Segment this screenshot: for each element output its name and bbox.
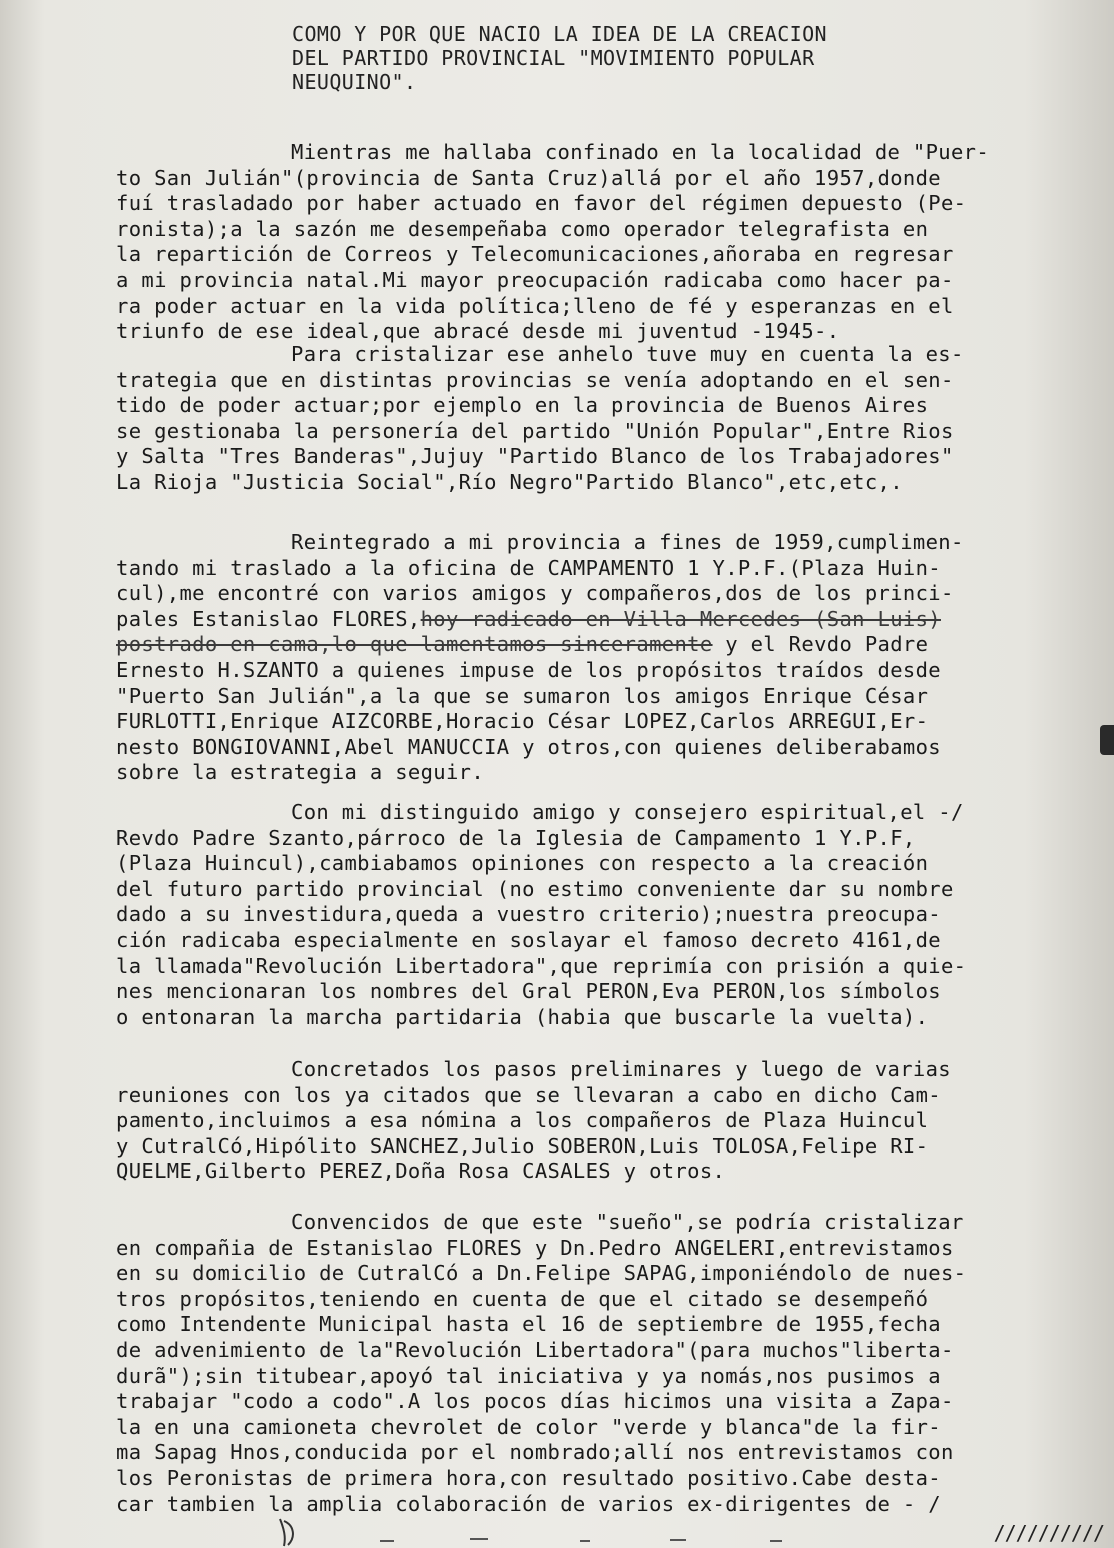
text-line: Para cristalizar ese anhelo tuve muy en cuenta la es- — [291, 342, 964, 366]
text-line-with-strikeout — [116, 607, 1091, 633]
text-line: como Intendente Municipal hasta el 16 de septiembre de 1955,fecha — [116, 1312, 941, 1337]
text-line: cul),me encontré con varios amigos y compañeros,dos de los princi- — [116, 581, 954, 606]
text-line: dado a su investidura,queda a vuestro criterio);nuestra preocupa- — [116, 902, 941, 927]
text-line: los Peronistas de primera hora,con resultado positivo.Cabe desta- — [116, 1465, 941, 1490]
text-line: ma Sapag Hnos,conducida por el nombrado;allí nos entrevistamos con — [116, 1440, 954, 1465]
text-line: Mientras me hallaba confinado en la localidad de "Puer- — [291, 140, 990, 164]
text-line: La Rioja "Justicia Social",Río Negro"Partido Blanco",etc,etc,. — [116, 469, 903, 494]
text-line: nesto BONGIOVANNI,Abel MANUCCIA y otros,con quienes deliberabamos — [116, 734, 941, 759]
text-line: Con mi distinguido amigo y consejero espiritual,el -/ — [291, 800, 964, 824]
text-line: Ernesto H.SZANTO a quienes impuse de los propósitos traídos desde — [116, 657, 941, 682]
text-line: de advenimiento de la"Revolución Libertadora"(para muchos"liberta- — [116, 1337, 954, 1362]
paragraph-confinement — [116, 140, 1091, 345]
paragraph-szanto — [116, 800, 1091, 1030]
text-line: durã");sin titubear,apoyó tal iniciativa y ya nomás,nos pusimos a — [116, 1363, 941, 1388]
page-bottom-marks — [250, 1515, 1114, 1548]
text-line: Concretados los pasos preliminares y luego de varias — [291, 1057, 951, 1081]
text-line: car tambien la amplia colaboración de varios ex-dirigentes de - / — [116, 1491, 941, 1516]
title-line: DEL PARTIDO PROVINCIAL "MOVIMIENTO POPULAR — [292, 46, 815, 70]
text-line: la repartición de Correos y Telecomunicaciones,añoraba en regresar — [116, 242, 954, 267]
text-line: (Plaza Huincul),cambiabamos opiniones con respecto a la creación — [116, 851, 929, 876]
text-line: fuí trasladado por haber actuado en favor del régimen depuesto (Pe- — [116, 191, 967, 216]
text-line: to San Julián"(provincia de Santa Cruz)allá por el año 1957,donde — [116, 165, 941, 190]
continuation-slashes: ////////// — [993, 1521, 1104, 1545]
text-line: o entonaran la marcha partidaria (habia que buscarle la vuelta). — [116, 1004, 929, 1029]
title-line: COMO Y POR QUE NACIO LA IDEA DE LA CREACION — [292, 22, 827, 46]
title-line: NEUQUINO". — [292, 70, 417, 94]
text-line: ra poder actuar en la vida política;lleno de fé y esperanzas en el — [116, 293, 954, 318]
text-line: triunfo de ese ideal,que abracé desde mi juventud -1945-. — [116, 319, 840, 344]
page-edge-tab — [1100, 725, 1114, 755]
struck-text: hoy radicado en Villa Mercedes (San Luis) — [420, 606, 941, 631]
text-line: la en una camioneta chevrolet de color "verde y blanca"de la fir- — [116, 1414, 941, 1439]
text-line: en compañia de Estanislao FLORES y Dn.Pedro ANGELERI,entrevistamos — [116, 1235, 954, 1260]
text-line: Revdo Padre Szanto,párroco de la Iglesia de Campamento 1 Y.P.F, — [116, 825, 916, 850]
paragraph-sapag — [116, 1210, 1091, 1517]
text-line: trategia que en distintas provincias se venía adoptando en el sen- — [116, 367, 954, 392]
text-line: trabajar "codo a codo".A los pocos días hicimos una visita a Zapa- — [116, 1389, 954, 1414]
text-line: a mi provincia natal.Mi mayor preocupación radicaba como hacer pa- — [116, 267, 954, 292]
paragraph-meetings — [116, 1057, 1091, 1185]
text-line: tando mi traslado a la oficina de CAMPAMENTO 1 Y.P.F.(Plaza Huin- — [116, 555, 941, 580]
text-line: Reintegrado a mi provincia a fines de 1959,cumplimen- — [291, 530, 964, 554]
text-line: en su domicilio de CutralCó a Dn.Felipe SAPAG,imponiéndolo de nues- — [116, 1261, 967, 1286]
text-line: ronista);a la sazón me desempeñaba como operador telegrafista en — [116, 216, 929, 241]
handwritten-stroke — [250, 1515, 890, 1548]
document-title — [292, 22, 1012, 94]
text-line: ción radicaba especialmente en soslayar el famoso decreto 4161,de — [116, 927, 941, 952]
text-segment: y el Revdo Padre — [712, 632, 929, 657]
text-line: se gestionaba la personería del partido "Unión Popular",Entre Rios — [116, 418, 954, 443]
text-line: y CutralCó,Hipólito SANCHEZ,Julio SOBERON,Luis TOLOSA,Felipe RI- — [116, 1133, 929, 1158]
text-line: QUELME,Gilberto PEREZ,Doña Rosa CASALES y otros. — [116, 1159, 726, 1184]
text-line: la llamada"Revolución Libertadora",que reprimía con prisión a quie- — [116, 953, 967, 978]
text-line: del futuro partido provincial (no estimo conveniente dar su nombre — [116, 876, 954, 901]
text-line: Convencidos de que este "sueño",se podría cristalizar — [291, 1210, 964, 1234]
text-line-with-strikeout — [116, 632, 1091, 658]
text-line: tros propósitos,teniendo en cuenta de que el citado se desempeñó — [116, 1286, 929, 1311]
text-line: "Puerto San Julián",a la que se sumaron los amigos Enrique César — [116, 683, 929, 708]
struck-text: postrado en cama,lo que lamentamos sinceramente — [116, 632, 713, 657]
text-line: sobre la estrategia a seguir. — [116, 760, 485, 785]
text-segment: pales Estanislao FLORES, — [116, 606, 421, 631]
text-line: y Salta "Tres Banderas",Jujuy "Partido Blanco de los Trabajadores" — [116, 444, 954, 469]
text-line: FURLOTTI,Enrique AIZCORBE,Horacio César LOPEZ,Carlos ARREGUI,Er- — [116, 709, 929, 734]
text-line: nes mencionaran los nombres del Gral PERON,Eva PERON,los símbolos — [116, 979, 941, 1004]
paragraph-strategy — [116, 342, 1091, 496]
text-line: tido de poder actuar;por ejemplo en la provincia de Buenos Aires — [116, 393, 929, 418]
text-line: reuniones con los ya citados que se llevaran a cabo en dicho Cam- — [116, 1082, 941, 1107]
text-line: pamento,incluimos a esa nómina a los compañeros de Plaza Huincul — [116, 1108, 929, 1133]
paragraph-return — [116, 530, 1091, 786]
